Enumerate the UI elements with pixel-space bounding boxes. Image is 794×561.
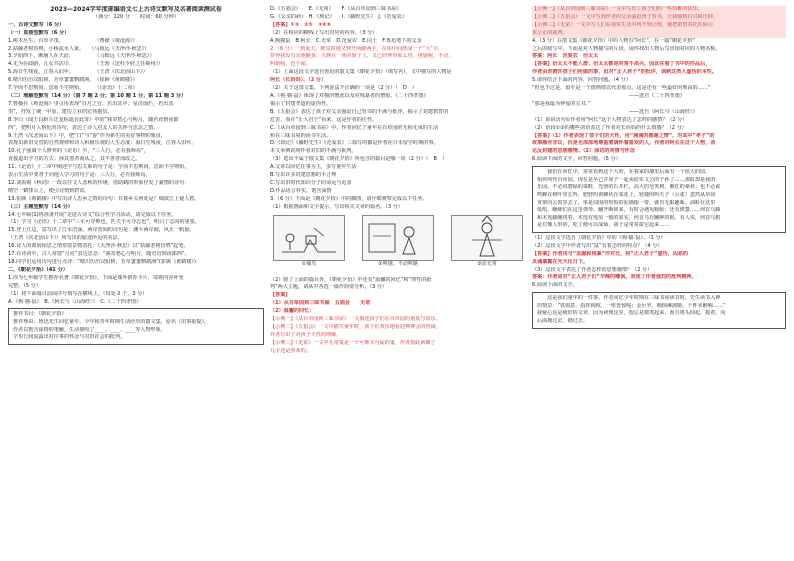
text-line: 8.李白《闻王昌龄左迁龙标遥有此寄》中的“我寄愁心与明月，随君直到夜郎 bbox=[8, 116, 179, 123]
text-line: （2）语段①③的哪些词语表达了作者对长妈妈的什么情感？（2 分） bbox=[532, 124, 687, 131]
text-line: 5.请你结合下面的内容，回答问题。（4 分） bbox=[532, 77, 631, 84]
reading-passage-box-2 bbox=[532, 292, 786, 328]
text-line: 二、《朝花夕拾》（41 分） bbox=[8, 266, 68, 273]
text-line: 【示例一】《从百草园到三味书屋》一文中写出了孩子们的一些幼稚的快乐。 bbox=[532, 6, 786, 14]
text-line: 直接道出学习的方式：择其善者而从之，其不善者而改之。 bbox=[8, 156, 141, 163]
reading-passage-box bbox=[532, 166, 786, 233]
text-line: 叫她呢，也不闻。 bbox=[270, 61, 311, 68]
text-line: 本文举例说明作者对旧的不满与批判。 bbox=[270, 148, 357, 155]
passage-line: 相传叫作百草园。现在是早已并屋子一起卖给朱文公的子孙了……那时却是我的 bbox=[537, 176, 716, 183]
text-line: 答案：作者是对“正人君子们”辛辣的嘲讽，表现了作者强烈的批判精神。 bbox=[532, 274, 697, 281]
text-line: （王湾《次北固山下》）所写出的旅途所见的美景。 bbox=[8, 235, 123, 242]
passage-line: 低唱，蟋蟀们在这里弹琴。翻开断砖来，有时会遇见蜈蚣；还有斑蝥……何首乌藤 bbox=[537, 207, 721, 214]
text-line: “那是我最为钟爱的宝书。” bbox=[532, 100, 591, 107]
text-line: 达反封建的思想感情。（2）深切的同情与怀念 bbox=[532, 148, 635, 155]
column-middle bbox=[270, 6, 526, 356]
illustration-catching-birds bbox=[273, 215, 345, 261]
text-line: 6.晴川历历汉阳树，芳草萋萋鹦鹉洲。 （崔颢《黄鹤楼》） bbox=[8, 77, 138, 84]
text-line: “但也不过是，似乎是一个图画借以代表那点，这是还有一些最好的理由的……” bbox=[532, 85, 711, 92]
answer-line: 【答案】 bbox=[270, 292, 291, 299]
text-line: 3.夕阳西下，断肠人在天涯。 （马致远《天净沙·秋思》） bbox=[8, 53, 155, 60]
text-line: A.《狗·猫·鼠》体现了对猫的憎恶以及对残暴者的憎恨。《二十四孝图》 bbox=[270, 92, 429, 99]
text-line: 里”，抒发了统一中原、建功立业的宏伟抱负。 bbox=[8, 108, 113, 115]
passage-line: 我们在回忆中，常常看到这个大的，在我家的墙里后面有一个很大的园， bbox=[537, 169, 711, 176]
answer-line: 儿子还是喜欢的。 bbox=[270, 347, 311, 354]
text-line: B.《五猖会》表达了孩子对父亲强迫自己背书的不满与批评，揭示了封建教育的 bbox=[270, 108, 449, 115]
card-line: 推荐书目：《朝花夕拾》 bbox=[13, 311, 67, 318]
card-line: 推荐理由：鲁迅先生回忆童年、少年和青年时期生活经历的散文集，原名《旧事重提》。 bbox=[13, 319, 210, 326]
exam-subtitle: （满分：120 分 时间：60 分钟） bbox=[93, 13, 179, 20]
text-line: 作者由衷赞许孩子们所做的事，但对“正人君子”的批评，讽刺这类人虚伪的本性。 bbox=[532, 69, 717, 76]
text-line: 7.学而不思则罔，思而不学则殆。 （《论语》十二章） bbox=[8, 85, 138, 92]
exam-title: 2023—2024学年度部编语文七上古诗文默写及名著阅读测试卷 bbox=[50, 6, 222, 13]
answer-line: 【示例一】《从百草园到三味书屋》一文描述孩子们在百草园的童真与快乐。 bbox=[270, 316, 441, 323]
answer-line: （2）温馨的回忆： bbox=[270, 308, 315, 315]
illustration-scene bbox=[362, 215, 434, 261]
text-line: （1）将下面篇目前面序号填写在横线上。（每处 2 个，3 分） bbox=[8, 290, 148, 297]
text-line: （一）直接型默写（6 分） bbox=[8, 29, 70, 36]
text-line: 2.（6 分）一到夏天，睡觉时她又伸开两脚两手，在床中间摆成一个“大”字， bbox=[270, 45, 443, 52]
text-line: 6.阅读下面的文字。 bbox=[532, 282, 578, 289]
text-line: 【示例二】《五猖会》一文中写到作者的父亲强迫孩子背书，让我感到扫兴和压抑。 bbox=[532, 14, 786, 22]
text-line: 一、古诗文默写（6 分） bbox=[8, 21, 65, 28]
text-line: 晴空一鹤排云上，便引诗情到碧霄。 bbox=[8, 187, 90, 194]
text-line: 【示例三】《无常》一文中写人们在现实生活中找不到公理，便把希望寄托在阴司 bbox=[532, 22, 786, 30]
text-line: 【答案】①③ ②⑤ ③⑧⑨ bbox=[270, 21, 331, 28]
middle-column-lines bbox=[270, 6, 526, 212]
answer-line: （2）除了上面的篇目外，《朝花夕拾》中还有“温馨的回忆”和“理性的批 bbox=[270, 276, 432, 283]
passage-line: 后面拗过去，拗过去。 bbox=[537, 318, 588, 324]
middle-column-answers bbox=[270, 277, 526, 356]
text-line: 挤得我没有余地翻身。久睡在一角的席子上，又已经烤得那么热。推她呢，不动； bbox=[270, 53, 454, 60]
text-line: 6.阅读下面的文字，回答问题。（5 分） bbox=[532, 156, 621, 163]
illustration-3-caption: ③活无常 bbox=[477, 260, 497, 267]
illustration-1 bbox=[270, 215, 348, 275]
text-line: A.狗猫鼠 B.阿长 C.无常 D.范爱农 E.闰土 F.鲁迅笔下的父亲 bbox=[270, 37, 422, 44]
illustration-row bbox=[270, 215, 526, 275]
text-line: B.写出许多封建思想的不合理 bbox=[270, 172, 337, 179]
text-line: （二）理解型默写（14 分）（第 7 题 2 分；第 10 题 1 分；第 11 题 3 分） bbox=[8, 92, 187, 99]
text-line: 故事颇有非议，但是也深深地尊重着满怀着喜欢的人，作者对阿长在这个人物，表 bbox=[532, 140, 716, 147]
text-line: （3）这段文字表达了作者怎样的思想感情？（2 分） bbox=[532, 266, 653, 273]
text-line: 危害，而在“正人君子”看来，这是作者的任性。 bbox=[270, 116, 378, 123]
text-line: 4.无为在歧路，儿女共沾巾。 （王勃《送杜少府之任蜀州》） bbox=[8, 61, 164, 68]
text-line: 求公正的裁判。 bbox=[532, 30, 786, 38]
text-line: 13.崔颢《黄鹤楼》中写出诗人思乡之情的诗句：日暮乡关何处是？烟波江上使人愁。 bbox=[8, 195, 200, 202]
text-line: 14.七年级(1)班准备开展“走进古诗文”综合性学习活动，请完成以下任务。 bbox=[8, 211, 177, 218]
text-line: D.作品语言朴实，饱含深情 bbox=[270, 187, 332, 194]
passage-line: 这是我们童年的一件事。作者回忆少年时期在三味书屋读书时，先生读书入神 bbox=[537, 295, 721, 302]
left-column-lines bbox=[8, 22, 264, 307]
text-line: （2）在相应的横线上写出对应的内容。（3 分） bbox=[270, 29, 378, 36]
passage-line: 直窜向云霄里去了。单是周围的短短的泥墙根一带，就有无限趣味。油蛉在这里 bbox=[537, 199, 716, 206]
text-line: 答案：阿长 范爱农 衍太太 bbox=[532, 53, 599, 60]
illustration-wuchang bbox=[451, 215, 523, 261]
text-line: （3）选出不属于散文集《朝花夕拾》所包含的篇目是哪一项（2 分）（ B ） bbox=[270, 156, 448, 163]
text-line: 12.刘禹锡《秋词》一改以往文人悲秋的传统，借助鹤的形象抒发了豪情的诗句： bbox=[8, 179, 190, 186]
text-line: 灵魂暴露在光天化日下。 bbox=[532, 258, 589, 265]
text-line: 阿长（长妈妈）。（2 分） bbox=[270, 77, 327, 84]
illustration-2-caption: ②叫她，不动叫她 bbox=[378, 260, 418, 267]
text-line: 2.枯藤老树昏鸦，小桥流水人家。 （马致远《天净沙·秋思》） bbox=[8, 45, 150, 52]
text-line: A.文章以回忆往事为主，多写童年生活 bbox=[270, 164, 357, 171]
text-line: 4.（3 分）在散文集《朝花夕拾》中的人物有“阿长”，在一篇“朝花夕拾” bbox=[532, 37, 695, 44]
text-line: （1）根据画面和文字提示，写出相关文章的篇名。（3 分） bbox=[270, 203, 403, 210]
answer-line: 【示例三】《无常》一文中无常鬼是一个可怖又可爱的鬼，作者借此讽刺了 bbox=[270, 339, 436, 346]
text-line: D.《五猖会》 E.《无常》 F.《从百草园到三味书屋》 bbox=[270, 6, 402, 12]
text-line: 15.登上江边，意写出了江水浩荡、两岸宽阔的诗句是：潮平两岸阔，风正一帆悬。 bbox=[8, 227, 195, 234]
answer-line: （1）从百草园到三味书屋 五猖会 无常 bbox=[270, 300, 371, 307]
text-line: （三）主题型默写（14 分） bbox=[8, 203, 73, 210]
text-line: 18.同学们运用诗句进行点评：“晴川历历汉阳树，芳草萋萋鹦鹉洲”(崔颢《黄鹤楼》) bbox=[8, 259, 196, 265]
illustration-1-caption: ①捕鸟 bbox=[301, 260, 317, 267]
text-line: 和在三味书屋的读书生活。 bbox=[270, 132, 332, 139]
text-line: （1）上面这段文字选自鲁迅的散文集《朝花夕拾》（填写名），文中描写的人物是 bbox=[270, 69, 452, 76]
text-line: C.写出旧时代知识分子的命运与追求 bbox=[270, 179, 352, 186]
text-line: 5.海日生残夜，江春入旧年。 （王湾《次北固山下》） bbox=[8, 69, 148, 76]
right-column-lines bbox=[532, 6, 786, 164]
text-line: 17.在诗词中，古人常借“月亮”表达思念：“我寄愁心与明月，随君直到夜郎西”。 bbox=[8, 251, 190, 258]
passage-line: 的情景：“铁如意，指挥倜傥，一座皆惊呢；金叵罗，颠倒淋漓噫，千杯未醉嗬……” bbox=[537, 302, 726, 309]
text-line: 16.诗人的离别相思之情常借景物寄托：《天净沙·秋思》以“枯藤老树昏鸦”起笔。 bbox=[8, 243, 189, 250]
text-line: （1）这段文字选自《朝花夕拾》中的《狗·猫·鼠》。（1 分） bbox=[532, 234, 666, 241]
text-line: A.《狗·猫·鼠》 B.《阿长与〈山海经〉》 C.《二十四孝图》 bbox=[8, 298, 142, 305]
text-line: （2）这段文字中作者写出“鼠”有着怎样的特点？（4 分） bbox=[532, 242, 663, 249]
text-line: 9.王湾《次北固山下》中，把“日”与“春”作为新生的美好事物的象征， bbox=[8, 132, 167, 139]
text-line: C.《从百草园到三味书屋》中，作者回忆了童年在百草园的无拘无束的生活 bbox=[270, 124, 439, 131]
text-line: 表示生活中要善于向他人学习的句子是：三人行，必有我师焉。 bbox=[8, 172, 151, 179]
recommend-card bbox=[8, 308, 264, 344]
text-line: 西”，把明月人格化的诗句，表达了诗人对友人的关怀与思念之情。 bbox=[8, 124, 159, 131]
right-column-questions bbox=[532, 235, 786, 290]
text-line: 【答案】衍太太不能入群；衍太太都是时常不高兴，因此在看了书中的作品后， bbox=[532, 61, 711, 68]
answer-line: 判”两大主题，请从中各选一篇作简要分析。（3 分） bbox=[270, 284, 388, 291]
text-line: 7.曹操在《观沧海》里引用表现“日月之行，若出其中；星汉灿烂，若出其 bbox=[8, 100, 174, 107]
card-line: 字里行间流露出对往事的怀念与对旧社会的批判。 bbox=[13, 334, 126, 341]
card-line: 作者以饱含深情的笔触，生动描绘了____、____、____等人物形象， bbox=[13, 326, 166, 333]
text-line: ——选自《阿长与〈山海经〉》 bbox=[532, 108, 698, 115]
illustration-2 bbox=[359, 215, 437, 275]
text-line: 11.《论语》十二章中阐述学与思关系的句子是：学而不思则罔，思而不学则殆。 bbox=[8, 164, 190, 171]
passage-line: 我疑心这是极好的文章，因为读到这里，他总是微笑起来，而且将头仰起，摇着，向 bbox=[537, 310, 726, 317]
text-line: D.《琐记》《藤野先生》《范爱农》三篇写的都是作者在日本留学时期的事， bbox=[270, 140, 439, 147]
text-line: 揭示了封建孝道的虚伪性。 bbox=[270, 100, 332, 107]
text-line: 【答案】作者用与“血腥和残暴”作对比，将“正人君子”虚伪、凶恶的 bbox=[532, 250, 689, 257]
text-line: （2）关于这部文集，下列说法不正确的一项是（2 分）（ D ） bbox=[270, 85, 418, 92]
column-right bbox=[532, 6, 786, 331]
text-line: （1）学习《论语》十二章中“三军可夺帅也，匹夫不可夺志也”，明白了志向的重要。 bbox=[8, 219, 200, 226]
text-line: 【答案】（1）作者表现了孩子们的天性，用“满满的感谢之情”，对其中“孝子”的 bbox=[532, 132, 715, 139]
passage-line: 是有像人形的，吃了便可以成仙，我于是常常拔它起来…… bbox=[537, 222, 670, 229]
text-line: 1.你为七年级学生推荐名著《朝花夕拾》，下面是课外推荐卡片，请将内容补充 bbox=[8, 274, 184, 281]
illustration-3 bbox=[448, 215, 526, 275]
text-line: G.《父亲的病》 H.《琐记》 I.《藤野先生》 J.《范爱农》 bbox=[270, 13, 407, 20]
text-line: 表现出新旧交替的自然规律和诗人积极乐观的人生态度：海日生残夜，江春入旧年。 bbox=[8, 140, 197, 147]
text-line: ——选自《二十四孝图》 bbox=[532, 92, 685, 99]
text-line: 1.树木丛生，百草丰茂。 （曹操《观沧海》） bbox=[8, 37, 138, 44]
text-line: （1）说说语句①作者用“阿长”这个人物表达了怎样的感情？（2 分） bbox=[532, 116, 688, 123]
passage-line: 和木莲藤缠络着，木莲有莲房一般的果实，何首乌有臃肿的根。有人说，何首乌根 bbox=[537, 214, 721, 221]
text-line: 10.孔子强调个人修养的《论语》中，“三人行，必有我师焉”， bbox=[8, 148, 149, 155]
column-left bbox=[8, 6, 264, 347]
answer-line: 作者写出了对孩子天性的理解。 bbox=[270, 331, 342, 338]
passage-line: 乐园。不必说碧绿的菜畦，光滑的石井栏，高大的皂荚树，紫红的桑葚；也不必说 bbox=[537, 184, 721, 191]
passage-line: 鸣蝉在树叶里长吟，肥胖的黄蜂伏在菜花上，轻捷的叫天子（云雀）忽然从草间 bbox=[537, 191, 716, 198]
text-line: 3.（6 分）下面是《朝花夕拾》中的插图，请仔细观察完成以下任务。 bbox=[270, 195, 428, 202]
answer-line: 【示例二】《五猖会》一文中描写童年时，孩子们欢乐地看迎神赛会的热闹， bbox=[270, 324, 441, 330]
text-line: 之后的续写中，下面是对人物描写的片段，请你找出人物后写出相对应的人物名称。 bbox=[532, 45, 721, 52]
text-line: 完整。（5 分） bbox=[8, 282, 41, 289]
